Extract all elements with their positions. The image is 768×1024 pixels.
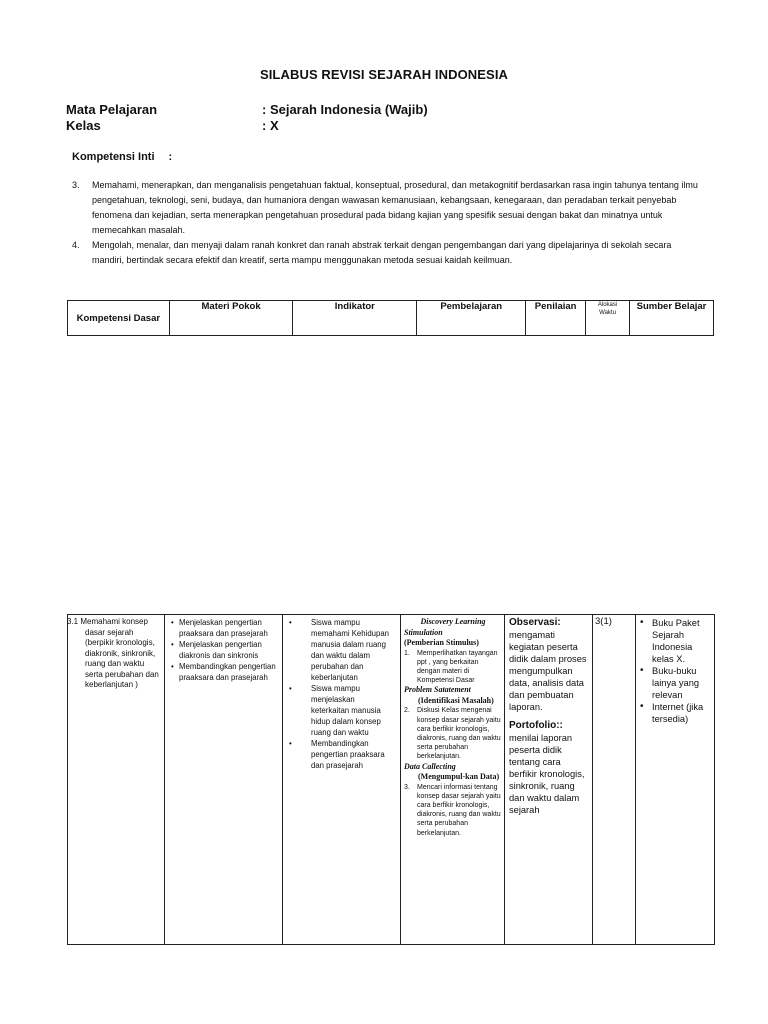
materi-list [169,617,280,683]
sumber-list [638,617,712,725]
alokasi-waktu-cell: 3(1) [593,615,636,945]
pembelajaran-cell: Discovery Learning Stimulation (Pemberian Stimulus) 1. Memperlihatkan tayangan ppt , yang berkaitan dengan materi di Kompetensi Dasar Problem Satatement (Identifikasi Masalah) 2. Diskusi Kelas mengenai konsep dasar sejarah yaitu cara berfikir kronologis, diakronis, ruang dan waktu serta perubahan berkelanjutan. Data Callecting (Mengumpul-kan Data) 3. Mencari informasi tentang konsep dasar sejarah yaitu cara berfikir kronologis, diakronis, ruang dan waktu serta perubahan berkelanjutan. [401,615,505,945]
portofolio-text: menilai laporan peserta didik tentang cara berfikir kronologis, sinkronik, ruang dan waktu dalam sejarah [509,733,585,815]
kompetensi-inti-colon: : [168,151,173,163]
kd-number: 3.1 [67,617,79,626]
list-item: • Internet (jika tersedia) [638,701,712,725]
kompetensi-inti-list [70,178,702,268]
list-item: • Menjelaskan pengertian praaksara dan prasejarah [171,617,280,639]
observasi-label: Observasi: [509,617,561,628]
penilaian-cell [505,615,593,945]
ki-item-text: Memahami, menerapkan, dan menganalisis pengetahuan faktual, konseptual, prosedural, dan metakognitif berdasarkan rasa ingin tahunya tentang ilmu pengetahuan, teknologi, seni, budaya, dan humaniora dengan wawasan kemanusiaan, kebangsaan, kenegaraan, dan peradaban terkait penyebab fenomena dan kejadian, serta menerapkan pengetahuan prosedural pada bidang kajian yang spesifik sesuai dengan bakat dan minatnya untuk memecahkan masalah. [92,180,698,235]
observasi-text: mengamati kegiatan peserta didik dalam proses mengumpulkan data, analisis data dan pembuatan laporan. [509,630,587,712]
ki-item-text: Mengolah, menalar, dan menyaji dalam ranah konkret dan ranah abstrak terkait dengan pengembangan dari yang dipelajarinya di sekolah secara mandiri, bertindak secara efektif dan kreatif, serta mampu menggunakan metoda sesuai kaidah keilmuan. [92,240,672,265]
table-row [68,615,715,945]
list-item: • Siswa mampu memahami Kehidupan manusia dalam ruang dan waktu dalam perubahan dan keberlanjutan [287,617,394,683]
portofolio-label: Portofolio:: [509,720,563,731]
indikator-list [283,617,394,771]
materi-pokok-cell [165,615,283,945]
list-item: • Buku Paket Sejarah Indonesia kelas X. [638,617,712,665]
kompetensi-inti-label: Kompetensi Inti [72,151,155,163]
learning-step: 1. Memperlihatkan tayangan ppt , yang berkaitan dengan materi di Kompetensi Dasar [404,649,498,685]
list-item: • Membandingkan pengertian praaksara dan prasejarah [171,661,280,683]
header-alokasi-waktu: Alokasi Waktu [586,301,630,336]
header-indikator: Indikator [293,301,417,336]
kelas-value: : X [262,118,279,133]
kompetensi-inti-heading [72,151,172,163]
mata-pelajaran-label: Mata Pelajaran [66,102,158,117]
header-penilaian: Penilaian [526,301,586,336]
indikator-cell [283,615,401,945]
table-header-row [68,301,714,336]
ki-item-number: 3. [72,180,80,190]
mata-pelajaran-value: : Sejarah Indonesia (Wajib) [262,102,428,117]
syllabus-body-table [67,614,715,945]
ki-item-number: 4. [72,240,80,250]
learning-step: 2. Diskusi Kelas mengenai konsep dasar sejarah yaitu cara berfikir kronologis, diakronis, ruang dan waktu serta perubahan berkelanjutan. [404,707,501,761]
kompetensi-dasar-cell: 3.1 Memahami konsep dasar sejarah (berpikir kronologis, diakronik, sinkronik, ruang dan waktu serta perubahan dan keberlanjutan ) [68,615,165,945]
header-kompetensi-dasar: Kompetensi Dasar [68,301,170,336]
model-label: Discovery Learning [420,617,486,626]
header-pembelajaran: Pembelajaran [417,301,526,336]
syllabus-header-table [67,300,714,336]
ki-item [70,178,702,238]
kelas-label: Kelas [66,118,101,133]
list-item: • Membandingkan pengertian praaksara dan prasejarah [287,738,394,771]
list-item: • Menjelaskan pengertian diakronis dan sinkronis [171,639,280,661]
list-item: • Buku-buku lainya yang relevan [638,665,712,701]
list-item: • Siswa mampu menjelaskan keterkaitan manusia hidup dalam konsep ruang dan waktu [287,683,394,738]
sumber-belajar-cell [636,615,715,945]
learning-step: 3. Mencari informasi tentang konsep dasar sejarah yaitu cara berfikir kronologis, diakronis, ruang dan waktu serta perubahan berkelanjutan. [404,783,501,837]
header-materi-pokok: Materi Pokok [169,301,293,336]
document-title: SILABUS REVISI SEJARAH INDONESIA [259,67,509,82]
ki-item [70,238,702,268]
header-sumber-belajar: Sumber Belajar [630,301,714,336]
